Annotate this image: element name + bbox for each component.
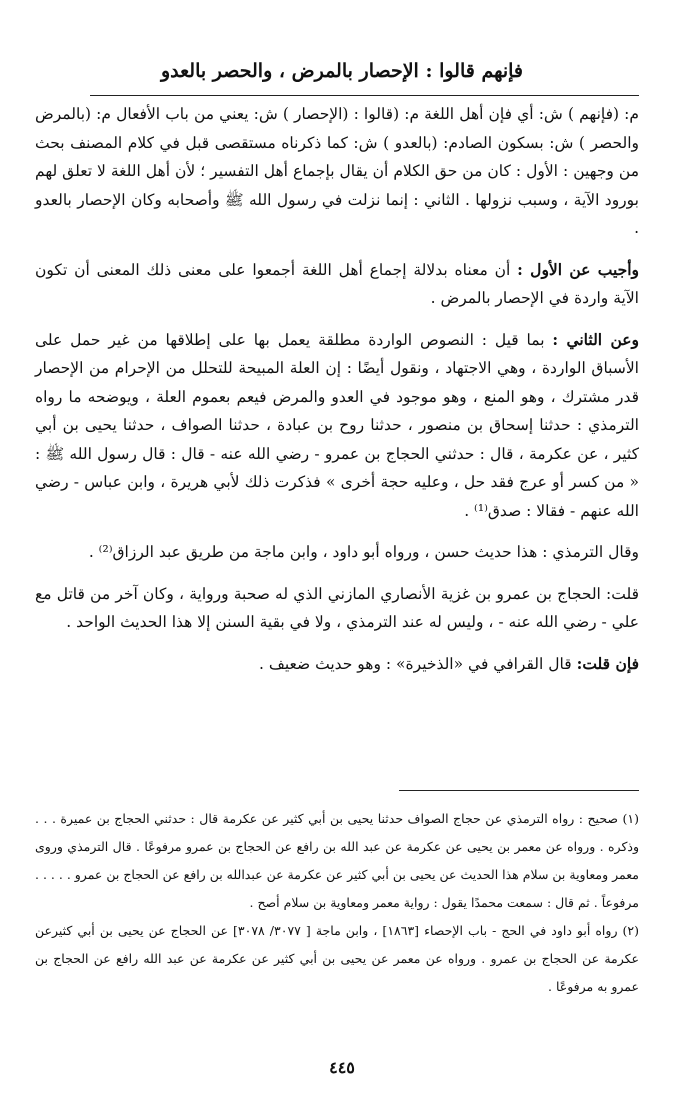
paragraph: [35, 650, 639, 679]
paragraph-text: أن معناه بدلالة إجماع أهل اللغة أجمعوا على معنى ذلك المعنى أن تكون الآية واردة في الإحصار بالمرض .: [35, 260, 639, 307]
page-number: ٤٤٥: [329, 1058, 355, 1077]
paragraph: [35, 326, 639, 526]
paragraph-lead: وعن الثاني :: [552, 329, 639, 349]
paragraph-text: قال القرافي في «الذخيرة» : وهو حديث ضعيف .: [258, 654, 577, 673]
paragraph-lead: وأجيب عن الأول :: [517, 259, 639, 279]
footnote: (١) صحيح : رواه الترمذي عن حجاج الصواف حدثنا يحيى بن أبي كثير عن عكرمة قال : حدثني الحجاج بن عميرة . . . وذكره . ورواه عن معمر بن يحيى عن عكرمة عن عبد الله بن رافع عن الحجاج بن عمرو مرفوعًا . قال الترمذي وروى معمر ومعاوية بن سلام هذا الحديث عن يحيى بن أبي كثير عن عكرمة عن عبدالله بن رافع عن الحجاج بن عمرو . . . . . مرفوعاً . ثم قال : سمعت محمدًا يقول : رواية معمر ومعاوية بن سلام أصح .: [35, 811, 639, 910]
paragraph: [35, 538, 639, 567]
paragraph-text: قلت: الحجاج بن عمرو بن غزية الأنصاري المازني الذي له صحبة ورواية ، وكان آخر من قاتل مع علي - رضي الله عنه - ، وليس له عند الترمذي ، ولا في بقية السنن إلا هذا الحديث الواحد .: [35, 584, 639, 631]
main-text: [35, 100, 639, 691]
footnotes: [35, 805, 639, 1001]
paragraph-text: وقال الترمذي : هذا حديث حسن ، ورواه أبو داود ، وابن ماجة من طريق عبد الرزاق⁽²⁾ .: [88, 543, 639, 561]
paragraph-lead: فإن قلت:: [576, 653, 639, 673]
paragraph: [35, 256, 639, 313]
paragraph: [35, 100, 639, 243]
footnote-divider: [399, 790, 639, 791]
running-header: فإنهم قالوا : الإحصار بالمرض ، والحصر بالعدو: [160, 60, 524, 82]
paragraph-text: م: (فإنهم ) ش: أي فإن أهل اللغة م: (قالوا : (الإحصار ) ش: يعني من باب الأفعال م: (بالمرض والحصر ) ش: بسكون الصادم: (بالعدو ) ش: كما ذكرناه مستقصى قبل في كلام المصنف بحث من وجهين : الأول : كان من حق الكلام أن يقال بإجماع أهل التفسير ؛ لأن أهل اللغة لا تعلق لهم بورود الآية ، وسبب نزولها . الثاني : إنما نزلت في رسول الله ﷺ وأصحابه وكان الإحصار بالعدو .: [35, 105, 639, 237]
header-divider: [90, 95, 639, 96]
footnote: (٢) رواه أبو داود في الحج - باب الإحصاء [١٨٦٣] ، وابن ماجة [ ٣٠٧٧/ ٣٠٧٨] عن الحجاج عن يحيى بن أبي كثيرعن عكرمة عن الحجاج بن عمرو . ورواه عن معمر عن يحيى بن أبي كثير عن عكرمة عن عبد الله رافع عن الحجاج بن عمرو به مرفوعًا .: [35, 923, 640, 994]
paragraph-text: بما قيل : النصوص الواردة مطلقة يعمل بها على إطلاقها من غير حمل على الأسباق الواردة ، وهي الاجتهاد ، ونقول أيضًا : إن العلة المبيحة للتحلل من الإحرام من الإحصار قدر مشترك ، وهو المنع ، وهو موجود في العدو والمرض فيعم بعموم العلة ، ويوضحه ما رواه الترمذي : حدثنا إسحاق بن منصور ، حدثنا روح بن عبادة ، حدثنا الصواف ، حدثنا يحيى بن أبي كثير ، عن عكرمة ، قال : حدثني الحجاج بن عمرو - رضي الله عنه - قال : قال رسول الله ﷺ : « من كسر أو عرج فقد حل ، وعليه حجة أخرى » فذكرت ذلك لأبي هريرة ، وابن عباس - رضي الله عنهم - فقالا : صدق⁽¹⁾ .: [35, 330, 639, 520]
paragraph: [35, 580, 639, 637]
